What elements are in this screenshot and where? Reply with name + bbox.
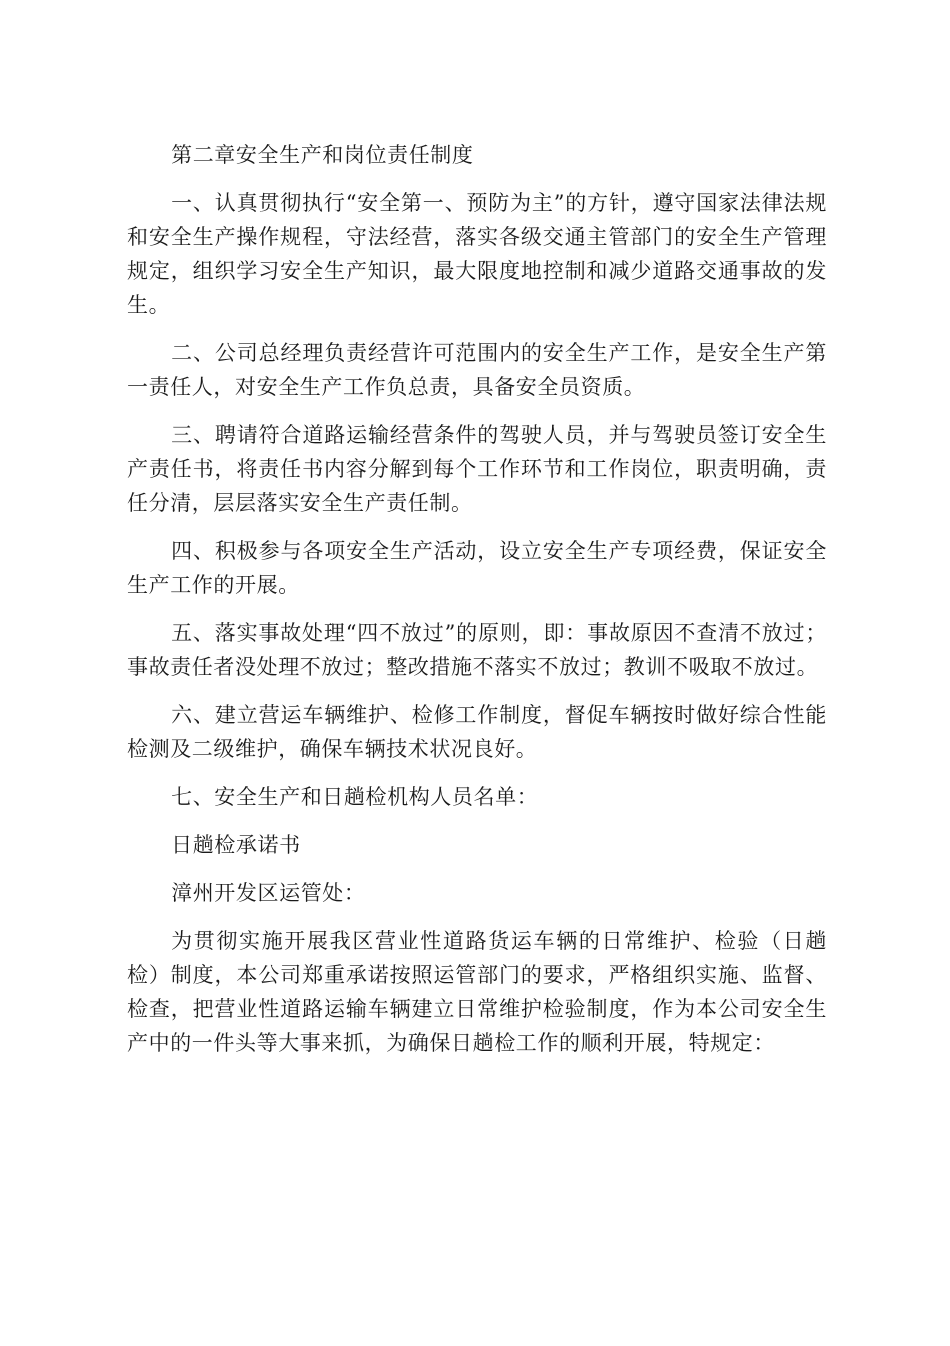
paragraph-2: 二、公司总经理负责经营许可范围内的安全生产工作，是安全生产第一责任人，对安全生产工作负总责，具备安全员资质。 (127, 341, 827, 399)
paragraph-3: 三、聘请符合道路运输经营条件的驾驶人员，并与驾驶员签订安全生产责任书，将责任书内容分解到每个工作环节和工作岗位，职责明确，责任分清，层层落实安全生产责任制。 (127, 423, 827, 515)
paragraph-1: 一、认真贯彻执行“安全第一、预防为主”的方针，遵守国家法律法规和安全生产操作规程，守法经营，落实各级交通主管部门的安全生产管理规定，组织学习安全生产知识，最大限度地控制和减少道路交通事故的发生。 (127, 191, 827, 317)
letter-addressee: 漳州开发区运管处： (171, 881, 366, 905)
chapter-title: 第二章安全生产和岗位责任制度 (171, 143, 474, 167)
letter-body: 为贯彻实施开展我区营业性道路货运车辆的日常维护、检验（日趟检）制度，本公司郑重承诺按照运管部门的要求，严格组织实施、监督、检查，把营业性道路运输车辆建立日常维护检验制度，作为本公司安全生产中的一件头等大事来抓，为确保日趟检工作的顺利开展，特规定： (127, 929, 827, 1055)
document-body (127, 138, 827, 1074)
paragraph-7: 七、安全生产和日趟检机构人员名单： (171, 785, 539, 809)
paragraph-4: 四、积极参与各项安全生产活动，设立安全生产专项经费，保证安全生产工作的开展。 (127, 539, 827, 597)
letter-title: 日趟检承诺书 (171, 833, 301, 857)
paragraph-6: 六、建立营运车辆维护、检修工作制度，督促车辆按时做好综合性能检测及二级维护，确保车辆技术状况良好。 (127, 703, 827, 761)
paragraph-5: 五、落实事故处理“四不放过”的原则，即：事故原因不查清不放过；事故责任者没处理不放过；整改措施不落实不放过；教训不吸取不放过。 (127, 621, 827, 679)
